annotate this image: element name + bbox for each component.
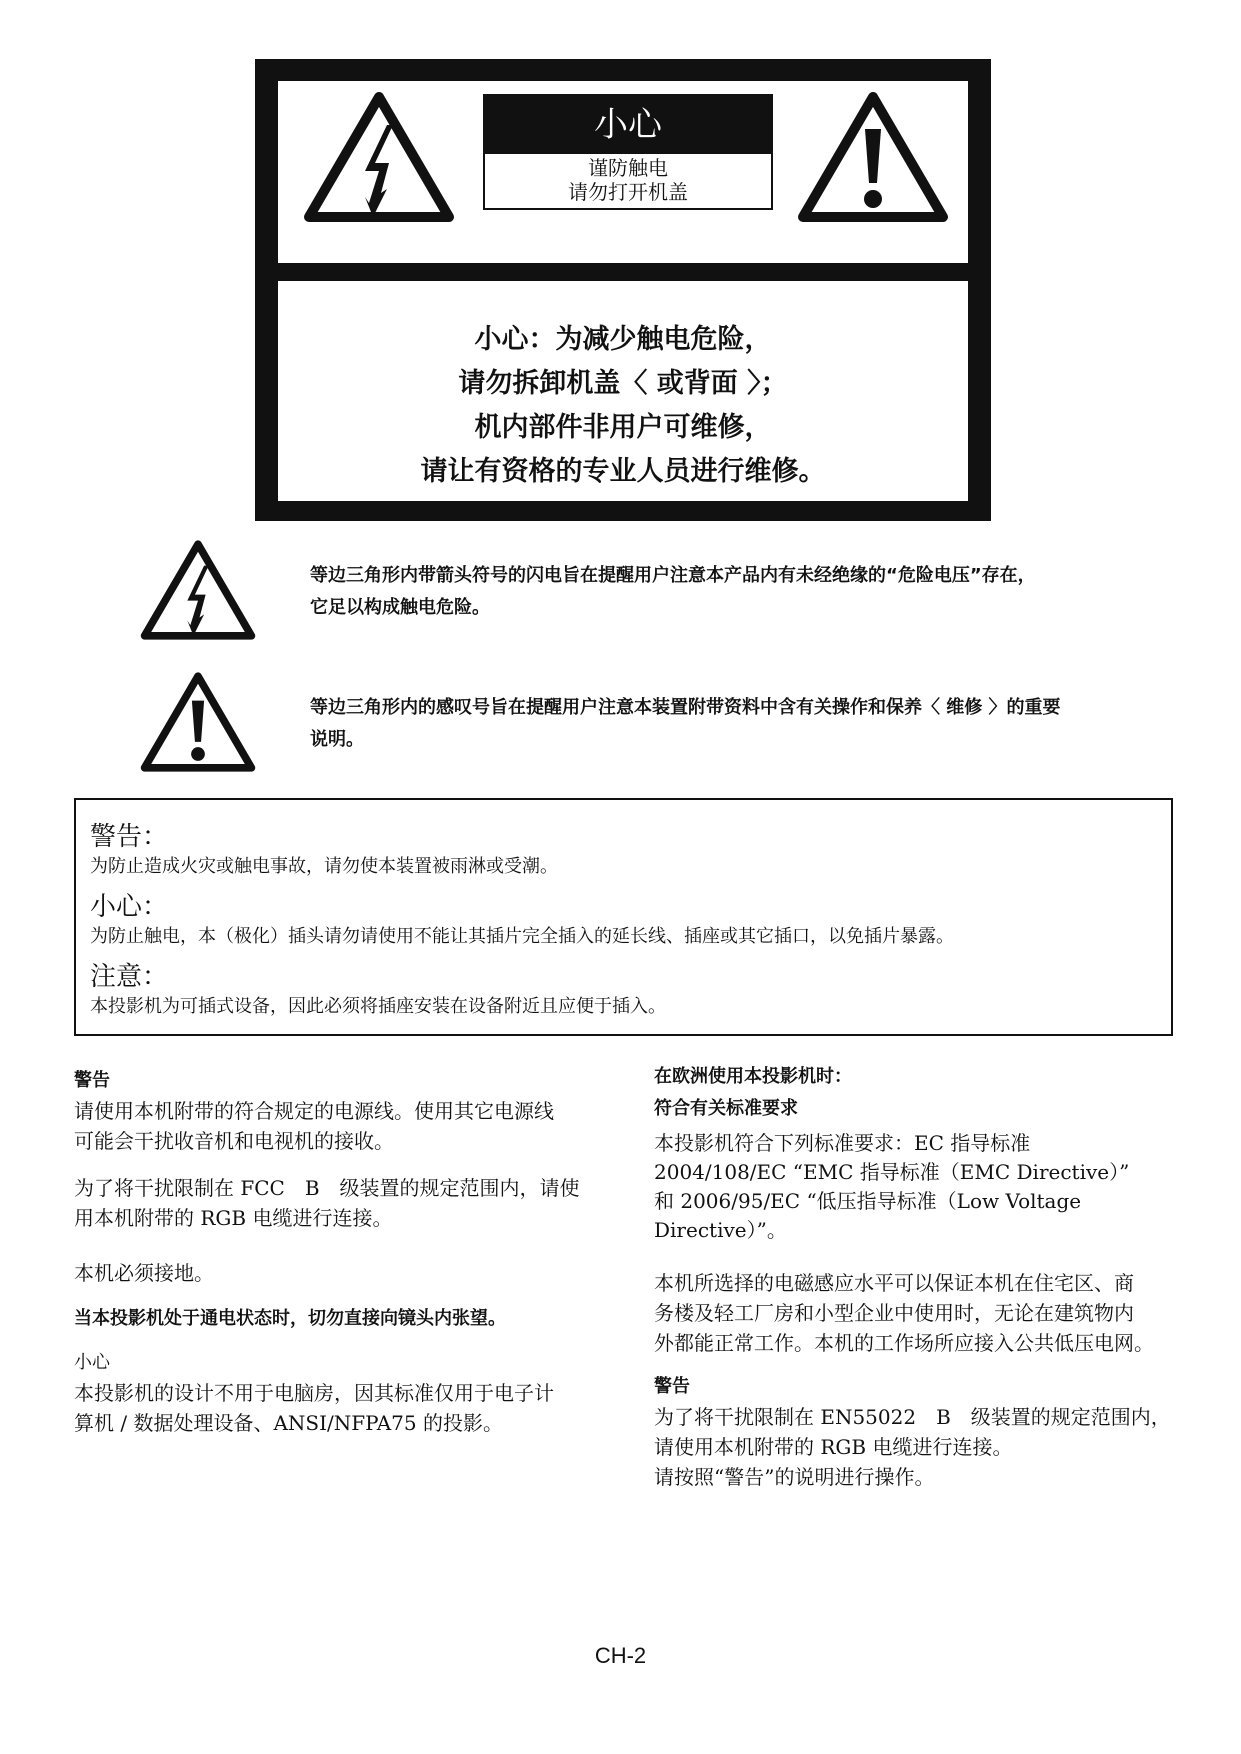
page-number: CH-2 — [594, 1643, 647, 1668]
right-p1-line-2: 2004/108/EC “EMC 指导标准（EMC Directive）” — [654, 1160, 1130, 1184]
right-p1-line-1: 本投影机符合下列标准要求：EC 指导标准 — [654, 1131, 1031, 1155]
caution-heading: 小心： — [90, 892, 169, 922]
caution-warning-line-1: 小心：为减少触电危险， — [474, 324, 772, 355]
exclamation-symbol-text-2: 说明。 — [310, 729, 364, 750]
caution-label-title: 小心 — [485, 96, 771, 154]
left-caution-heading: 小心 — [74, 1352, 110, 1373]
exclamation-triangle-icon — [140, 669, 256, 775]
exclamation-symbol-text-1: 等边三角形内的感叹号旨在提醒用户注意本装置附带资料中含有关操作和保养〈 维修 〉的重要 — [310, 697, 1061, 718]
caution-label-box — [255, 59, 991, 521]
caution-label-line-2: 请勿打开机盖 — [568, 180, 688, 204]
caution-warning-line-4: 请让有资格的专业人员进行维修。 — [420, 456, 826, 487]
warning-box — [74, 798, 1173, 1036]
lightning-triangle-icon — [303, 89, 455, 225]
right-warning-heading: 警告 — [654, 1376, 690, 1397]
right-p1-line-3: 和 2006/95/EC “低压指导标准（Low Voltage — [654, 1189, 1082, 1213]
caution-label-top — [278, 81, 968, 263]
lightning-symbol-text-1: 等边三角形内带箭头符号的闪电旨在提醒用户注意本产品内有未经绝缘的“危险电压”存在， — [310, 565, 1036, 586]
lightning-symbol-text-2: 它足以构成触电危险。 — [310, 597, 490, 618]
warning-heading: 警告： — [90, 822, 169, 852]
right-p2-line-1: 本机所选择的电磁感应水平可以保证本机在住宅区、商 — [654, 1271, 1134, 1295]
left-p1-line-1: 请使用本机附带的符合规定的电源线。使用其它电源线 — [74, 1099, 554, 1123]
notice-body: 本投影机为可插式设备，因此必须将插座安装在设备附近且应便于插入。 — [90, 996, 666, 1017]
notice-heading: 注意： — [90, 962, 169, 992]
right-p3-line-3: 请按照“警告”的说明进行操作。 — [654, 1465, 935, 1489]
left-p4: 当本投影机处于通电状态时，切勿直接向镜头内张望。 — [74, 1308, 506, 1329]
left-warning-heading: 警告 — [74, 1070, 110, 1091]
caution-label-line-1: 谨防触电 — [588, 156, 668, 180]
left-p5-line-2: 算机 / 数据处理设备、ANSI/NFPA75 的投影。 — [74, 1411, 503, 1435]
right-p2-line-2: 务楼及轻工厂房和小型企业中使用时，无论在建筑物内 — [654, 1301, 1134, 1325]
right-p2-line-3: 外都能正常工作。本机的工作场所应接入公共低压电网。 — [654, 1331, 1154, 1355]
left-p2-line-2: 用本机附带的 RGB 电缆进行连接。 — [74, 1206, 393, 1230]
caution-warning-panel — [278, 281, 968, 501]
right-europe-heading: 在欧洲使用本投影机时： — [654, 1066, 852, 1087]
caution-warning-line-3: 机内部件非用户可维修， — [474, 412, 772, 443]
left-p1-line-2: 可能会干扰收音机和电视机的接收。 — [74, 1129, 394, 1153]
left-p3: 本机必须接地。 — [74, 1261, 214, 1285]
lightning-triangle-icon — [140, 537, 256, 643]
caution-body: 为防止触电，本（极化）插头请勿请使用不能让其插片完全插入的延长线、插座或其它插口，以免插片暴露。 — [90, 926, 954, 947]
right-p1-line-4: Directive）”。 — [654, 1218, 787, 1242]
right-p3-line-2: 请使用本机附带的 RGB 电缆进行连接。 — [654, 1435, 1013, 1459]
left-p2-line-1: 为了将干扰限制在 FCC B 级装置的规定范围内，请使 — [74, 1176, 580, 1200]
caution-label — [483, 94, 773, 210]
exclamation-triangle-icon — [797, 89, 949, 225]
left-p5-line-1: 本投影机的设计不用于电脑房，因其标准仅用于电子计 — [74, 1381, 554, 1405]
caution-warning-line-2: 请勿拆卸机盖〈 或背面 〉； — [458, 368, 788, 399]
warning-body: 为防止造成火灾或触电事故，请勿使本装置被雨淋或受潮。 — [90, 856, 558, 877]
right-p3-line-1: 为了将干扰限制在 EN55022 B 级装置的规定范围内， — [654, 1405, 1171, 1429]
right-standards-heading: 符合有关标准要求 — [654, 1098, 798, 1119]
